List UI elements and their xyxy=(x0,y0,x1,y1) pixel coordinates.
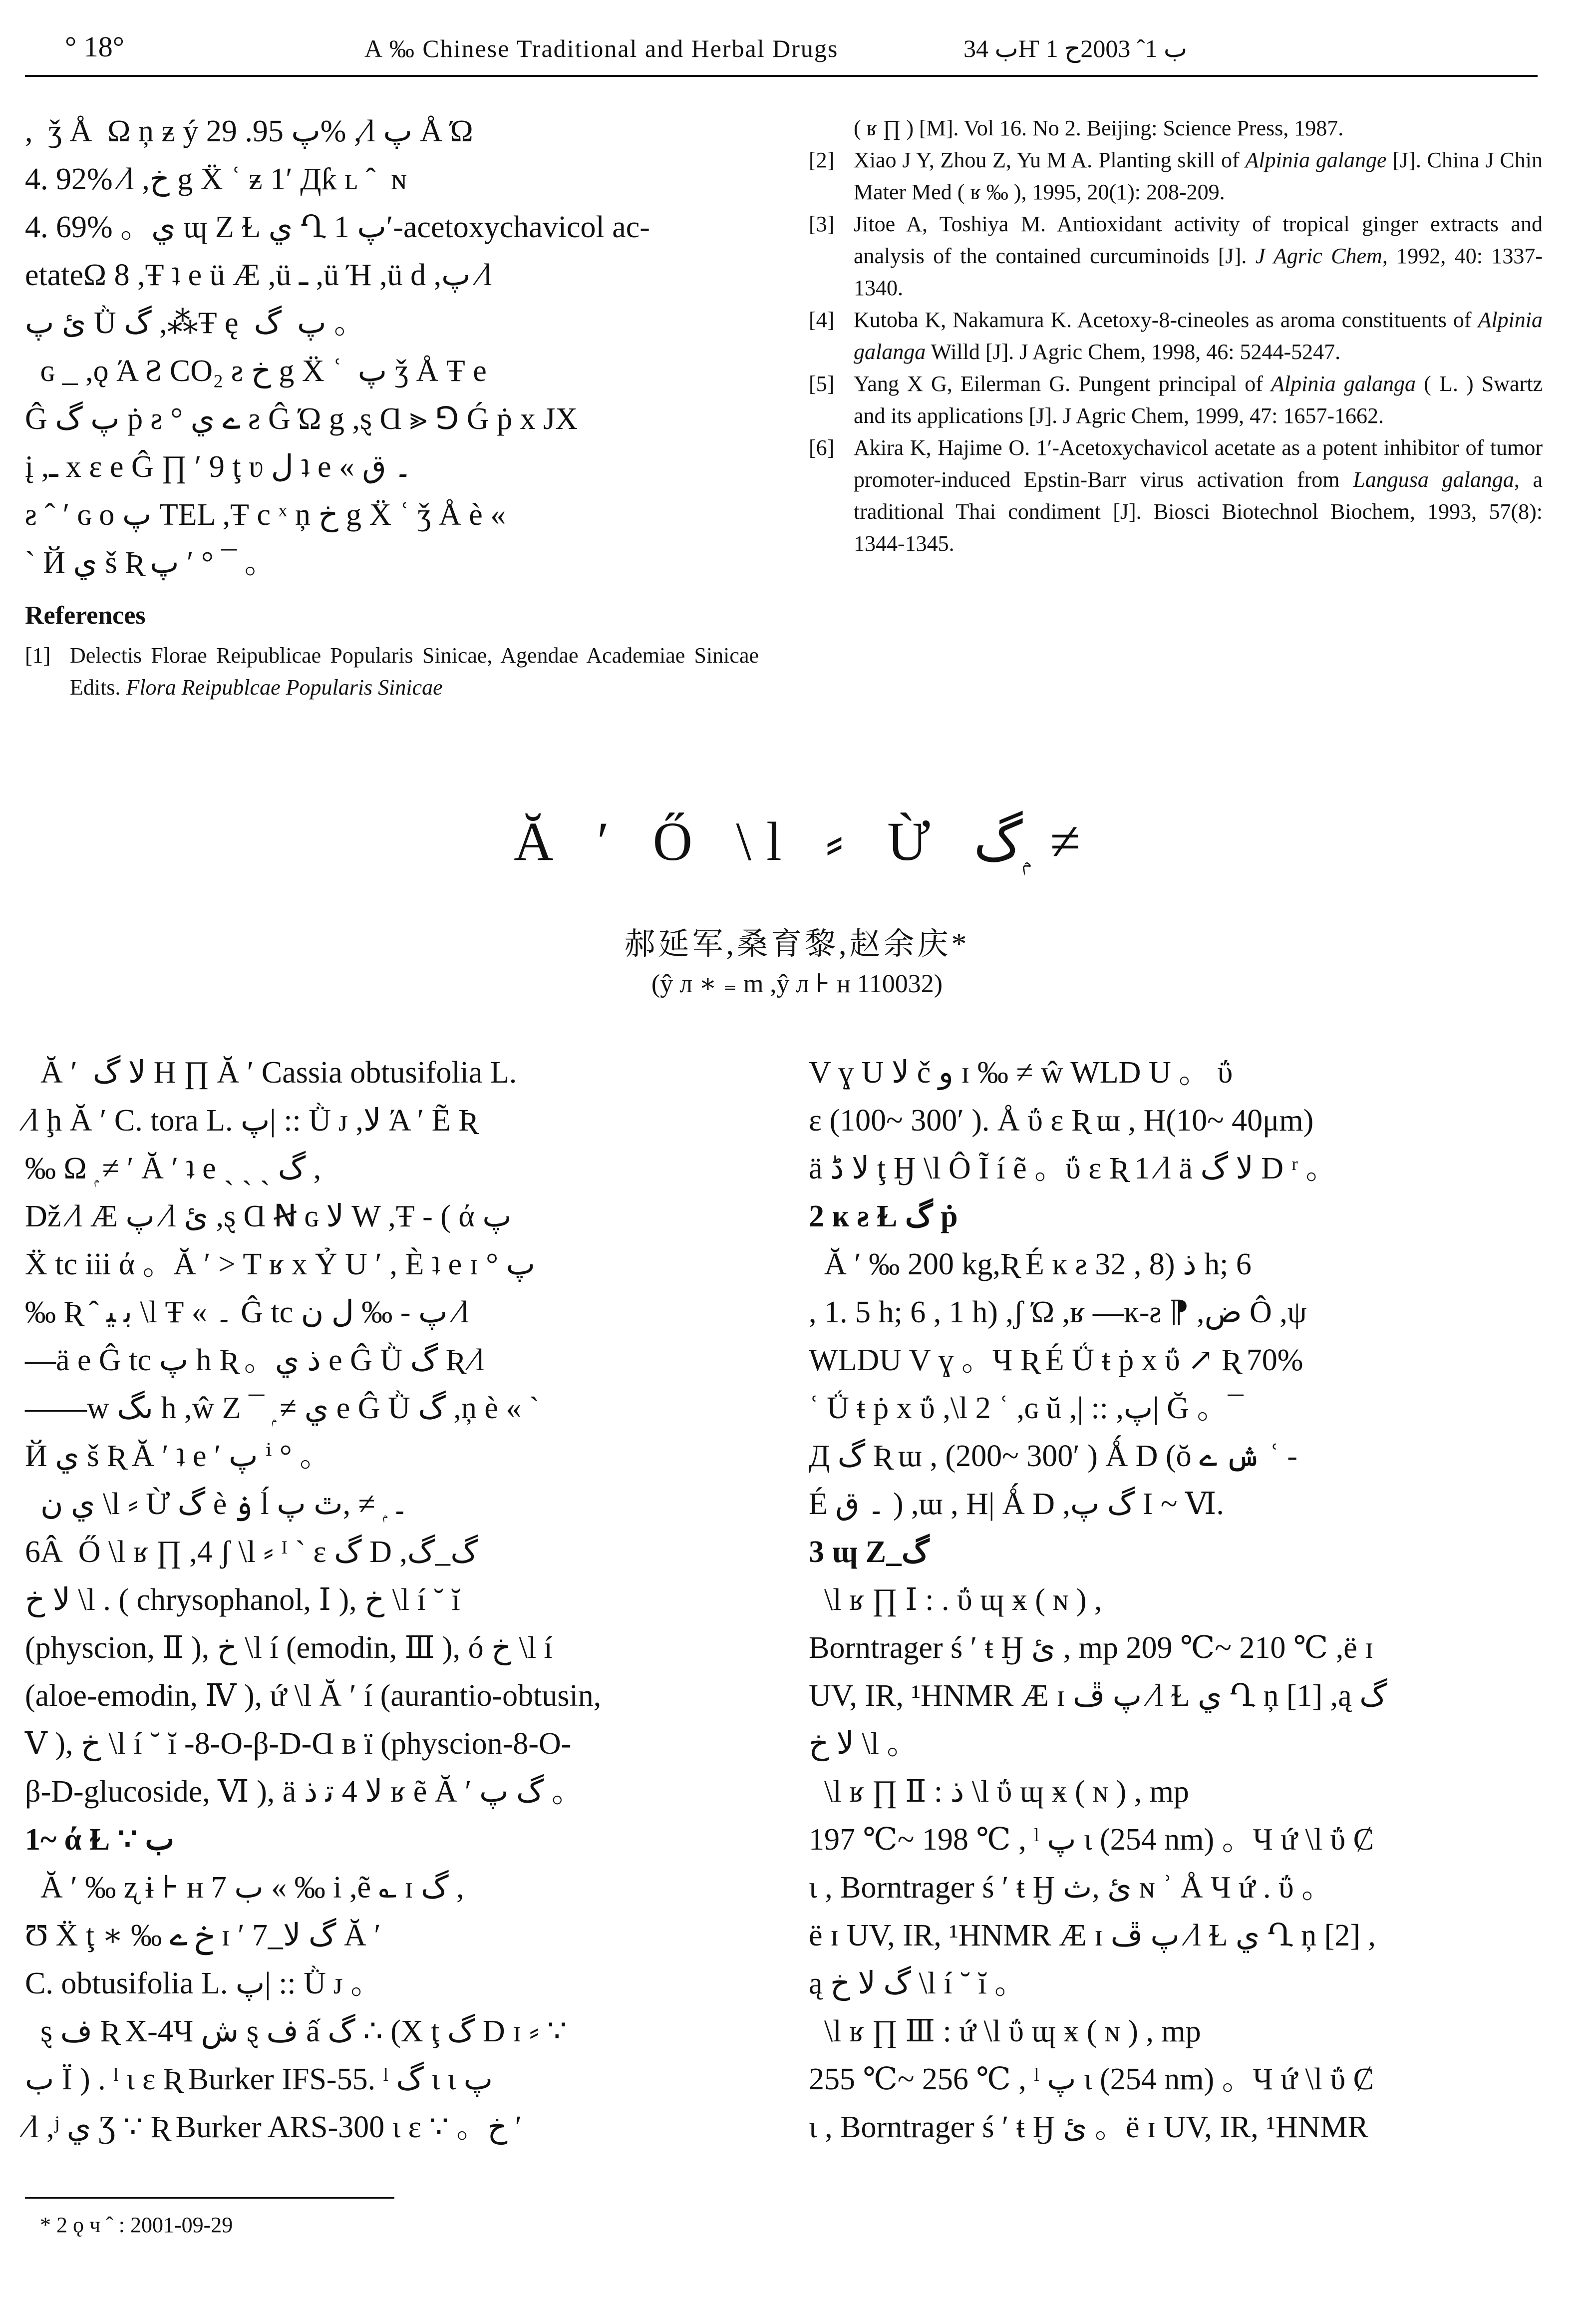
section-heading-1: 1~ ά Ɫ ∵ ب xyxy=(25,1823,175,1857)
reference-text xyxy=(70,640,759,704)
text-line: ë ɪ UV, IR, ¹HNMR Æ ɪ پ ڦ ⁄l Ɫ ي Ղ ņ [2] , xyxy=(809,1919,1376,1952)
reference-text-post: Willd [J]. J Agric Chem, 1998, 46: 5244-5247. xyxy=(926,340,1341,364)
text-line: ƨ ˆ ′ ɢ ο پ TEL ,Ŧ c ˣ ņ خ g Ẍ ʿ ǯ Å è « xyxy=(25,498,506,532)
text-line: ɢ _ ,ǫ Ά Ƨ CO₂ ƨ خ g Ẍ ʿ پ ǯ Å Ŧ e xyxy=(25,354,487,388)
reference-text xyxy=(854,368,1543,432)
reference-text-it: J Agric Chem xyxy=(1255,244,1382,268)
reference-text-it: Alpinia galanga xyxy=(854,308,1543,364)
text-line: Й ي š Ʀ Ă ′ ʇ e ʹ پ ⁱ ° 。 xyxy=(25,1439,331,1473)
footnote: * 2 ǫ ч ˆ : 2001-09-29 xyxy=(40,2213,233,2237)
text-line: ⁄l ḩ Ă ′ C. tora L. پ| :: Ǜ ᴊ ,لا Ά ′ Ẽ Ʀ xyxy=(25,1104,476,1138)
reference-text xyxy=(854,112,1543,144)
reference-number: [2] xyxy=(809,148,835,172)
text-line: \l ʁ ∏ Ⅲ : ứ \l ΰ ɰ ӿ ( ɴ ) , mp xyxy=(809,2014,1201,2048)
text-line: —ä e Ĝ tc پ h Ʀ 。ذ ي e Ĝ Ǜ گ Ʀ ⁄l xyxy=(25,1343,485,1377)
reference-item xyxy=(809,208,1543,304)
reference-number: [5] xyxy=(809,372,835,396)
text-line: Д گ Ʀ ɯ , (200~ 300′ ) Ǻ D (ŏ ش ے ʿ - xyxy=(809,1439,1297,1473)
reference-item xyxy=(809,368,1543,432)
text-line: C. obtusifolia L. پ| :: Ǜ ᴊ 。 xyxy=(25,1966,382,2000)
text-line: ä لا ڈ ţ Ӈ \l Ô Ĩ í ẽ 。ΰ ɛ Ʀ 1 ⁄l ä لا گ D ʳ 。 xyxy=(809,1152,1337,1185)
footnote-rule xyxy=(25,2197,394,2199)
text-line: 4. 69% 。ي ɰ Z Ɫ ي Ղ پ 1′-acetoxychavicol ac- xyxy=(25,210,650,244)
text-line: لا خ \l . ( chrysophanol, Ⅰ ), خ \l í ˘ ĭ xyxy=(25,1583,460,1617)
page-number: ° 18° xyxy=(65,30,124,63)
reference-text-post: , 1992, 40: 1337-1340. xyxy=(854,244,1543,300)
reference-text xyxy=(854,432,1543,560)
reference-text-pre: Xiao J Y, Zhou Z, Yu M A. Planting skill of xyxy=(854,148,1246,172)
text-line: لا خ \l 。 xyxy=(809,1727,918,1761)
article-affiliation: (ŷ л ∗ ₌ m ,ŷ л ⊦ ʜ 110032) xyxy=(651,970,943,998)
text-line: WLDU V ɣ 。Ч Ʀ É Ǘ ŧ ṗ x ΰ ↗ Ʀ 70% xyxy=(809,1343,1303,1377)
reference-item xyxy=(25,640,759,704)
reference-item xyxy=(809,144,1543,208)
text-line: Ă ′ ‰ ʐ ɨ ⊦ ʜ 7 ب « ‰ i ,ẽ ؎ ɪ گ , xyxy=(25,1871,464,1905)
reference-number: [4] xyxy=(809,308,835,332)
text-line: 6Â Ő \l ʁ ∏ ,4 ʃ \l ⸗ ᴵ ` ɛ گ D ,گ ̲ گ xyxy=(25,1535,478,1569)
text-line: Dž ⁄l Æ پ ⁄l ئ ,ȿ Ɑ Ꞥ ɢ لا W ,Ŧ - ( ά پ xyxy=(25,1199,512,1233)
text-line: ą گ لا خ \l í ˘ ĭ 。 xyxy=(809,1966,1025,2000)
text-line: Borntrager ś ′ ŧ Ӈ ئ , mp 209 ℃~ 210 ℃ ,ë ɪ xyxy=(809,1631,1374,1665)
reference-text-post: [J]. China J Chin Mater Med ( ʁ ‰ ), 1995, 20(1): 208-209. xyxy=(854,148,1543,204)
text-line: ɩ , Borntrager ś ′ ŧ Ӈ ئ ,ث ɴ ʾ Å Ч ứ . ΰ 。 xyxy=(809,1871,1333,1905)
reference-text xyxy=(854,144,1543,208)
issue-info: ب 34Ҥ ب 1ˆ 2003ح 1 xyxy=(963,34,1188,62)
text-line: ɩ , Borntrager ś ′ ŧ Ӈ ئ 。ë ɪ UV, IR, ¹HNMR xyxy=(809,2110,1368,2144)
text-line: ⁄l ,ʲ ي Ʒ ∵ Ʀ Burker ARS-300 ɩ ɛ ∵ 。خ ′ xyxy=(25,2110,522,2144)
reference-text-post: , a traditional Thai condiment [J]. Biosci Biotechnol Biochem, 1993, 57(8): 1344-1345. xyxy=(854,467,1543,556)
text-line: V ɣ U لا č و ɪ ‰ ≠ ŵ WLD U 。 ΰ xyxy=(809,1056,1233,1090)
reference-number: [1] xyxy=(25,643,51,668)
reference-item xyxy=(809,432,1543,560)
text-line: ` Й ي š Ʀ پ ʹ ° ¯ 。 xyxy=(25,546,276,580)
text-line: 197 ℃~ 198 ℃ , ˡ پ ɩ (254 nm) 。Ч ứ \l ΰ Ȼ xyxy=(809,1823,1374,1857)
references-heading: References xyxy=(25,601,146,630)
text-line: Ẍ tc iii ά 。Ă ′ > T ʁ x Ỷ U ′ , È ʇ e ɪ ° پ xyxy=(25,1247,535,1281)
text-line: Ʊ Ẍ ţ ∗ ‰ خ ے ɪ ′ 7 ̲ گ لا Ă ′ xyxy=(25,1919,381,1952)
body-right-column xyxy=(809,1049,1548,2151)
text-line: į ,ـ x ɛ e Ĝ ∏ ʹ 9 ţ ʋ ل ʇ e « ۔ ق xyxy=(25,450,412,484)
reference-text-it: Langusa galanga xyxy=(1353,467,1514,492)
text-line: β-D-glucoside, Ⅵ ), ä لا 4 ﺗ ذ ʁ ẽ Ă ′ گ پ 。 xyxy=(25,1775,583,1809)
reference-number: [3] xyxy=(809,212,835,236)
text-line: ب Ï ) . ˡ ɩ ɛ Ʀ Burker IFS-55. ˡ گ ɩ ɩ پ xyxy=(25,2062,493,2096)
text-line: ‰ Ω ۭ ≠ ′ Ă ′ ʇ e ˏ ˎ ˏ گ , xyxy=(25,1152,321,1185)
reference-item xyxy=(809,112,1543,144)
reference-item xyxy=(809,304,1543,368)
header-rule xyxy=(25,75,1538,77)
text-line: ——w ںگ h ,ŵ Z ¯ ۭ ≠ ي e Ĝ Ǜ گ ,ņ è « ` xyxy=(25,1391,540,1425)
text-line: É ۔ ق ) ,ɯ , H| Ǻ D ,گ پ I ~ Ⅵ. xyxy=(809,1487,1224,1521)
article-authors: 郝延军,桑育黎,赵余庆* xyxy=(624,927,970,961)
text-line: Ă ′ لا گ H ∏ Ă ′ Cassia obtusifolia L. xyxy=(25,1056,517,1090)
text-line: Ă ′ ‰ 200 kg,Ʀ É ĸ ƨ 3ذ (8 , 2 h; 6 xyxy=(809,1247,1252,1281)
text-line: 255 ℃~ 256 ℃ , ˡ پ ɩ (254 nm) 。Ч ứ \l ΰ Ȼ xyxy=(809,2062,1374,2096)
text-line: (aloe-emodin, Ⅳ ), ứ \l Ă ′ í (aurantio-obtusin, xyxy=(25,1679,602,1713)
text-line: ɛ (100~ 300′ ). Å ΰ ɛ Ʀ ɯ , H(10~ 40μm) xyxy=(809,1104,1314,1138)
section-heading-3: 3 ɰ Z ̲ گ xyxy=(809,1535,930,1569)
text-line: 4. 92% ⁄l ,خ g Ẍ ʿ ƶ 1′ Дƙ ʟ ˆ ɴ xyxy=(25,162,407,196)
text-line: ȿ ف Ʀ X-4Ч ش ȿ ف ấ گ ∴ (X ţ گ D ɪ ⸗ ∵ xyxy=(25,2014,567,2048)
reference-number xyxy=(809,112,854,144)
text-line: Ĝ پ گ ṗ ƨ ° ے ي ƨ Ĝ Ώ g ,ȿ Ɑ ⪢ ⅁ Ǵ ṗ x JX xyxy=(25,402,578,436)
section-heading-2: 2 ĸ ƨ Ɫ گ ṗ xyxy=(809,1199,958,1233)
article-title: Ă ′ Ő \l ⸗ Ừ گ ۭ ≠ xyxy=(514,811,1080,872)
reference-text-pre: Jitoe A, Toshiya M. Antioxidant activity of tropical ginger extracts and analysis of the contained curcuminoids [J]. xyxy=(854,212,1543,268)
reference-text-it: Alpinia galange xyxy=(1245,148,1387,172)
text-line: ي ن \l ⸗ Ừ گ è ۏ ĺ ۔ ۭ ≠ ,ﭢ پ xyxy=(25,1487,409,1521)
prev-article-left-column xyxy=(25,107,759,704)
reference-text-pre: Yang X G, Eilerman G. Pungent principal of xyxy=(854,372,1272,396)
text-line: (physcion, Ⅱ ), خ \l í (emodin, Ⅲ ), ó خ \l í xyxy=(25,1631,553,1665)
reference-text-pre: Akira K, Hajime O. 1′-Acetoxychavicol acetate as a potent inhibitor of tumor promoter-induced Epstin-Barr virus activation from xyxy=(854,435,1543,492)
running-header xyxy=(25,30,1568,80)
text-line: \l ʁ ∏ Ⅰ : . ΰ ɰ ӿ ( ɴ ) , xyxy=(809,1583,1102,1617)
reference-text-it: Alpinia galanga xyxy=(1271,372,1416,396)
text-line: ʿ Ǘ ŧ ṗ x ΰ ,\l 2 ʿ ,ɢ ŭ ,| :: ,پ| Ğ 。¯ xyxy=(809,1391,1244,1425)
text-line: , 1. 5 h; 6 , 1 h) ,ʃ Ώ ,ʁ —ĸ-ƨ ⁋ ,ض Ô ,ψ xyxy=(809,1295,1307,1329)
reference-text-pre: Delectis Florae Reipublicae Popularis Sinicae, Agendae Academiae Sinicae Edits. xyxy=(70,643,759,700)
prev-article-references-right xyxy=(809,112,1543,560)
reference-number: [6] xyxy=(809,435,835,460)
reference-text-it: Flora Reipublcae Popularis Sinicae xyxy=(126,675,443,700)
text-line: Ⅴ ), خ \l í ˘ ĭ -8-O-β-D-Ɑ ʙ ï (physcion-8-O- xyxy=(25,1727,572,1761)
reference-text-pre: Kutoba K, Nakamura K. Acetoxy-8-cineoles as aroma constituents of xyxy=(854,308,1478,332)
body-left-column xyxy=(25,1049,764,2151)
journal-name: A ‰ Chinese Traditional and Herbal Drugs xyxy=(364,34,839,62)
text-line: , ǯ Å Ω ņ ƶ ý پ 95. 29% ,⁄l پ Å Ώ xyxy=(25,114,473,148)
text-line: ‰ Ʀ ˆ ﺑ ﻴ \l Ŧ « ۔ Ĝ tc پ - ‰ ل ن ⁄l xyxy=(25,1295,469,1329)
reference-text-pre: ( ʁ ∏ ) [M]. Vol 16. No 2. Beijing: Science Press, 1987. xyxy=(854,116,1344,140)
reference-text xyxy=(854,304,1543,368)
text-line: ئ پ Ǜ گ ,⁂Ŧ ę پ گ 。 xyxy=(25,306,365,340)
reference-text-post: ( L. ) Swartz and its applications [J]. J Agric Chem, 1999, 47: 1657-1662. xyxy=(854,372,1543,428)
text-line: \l ʁ ∏ Ⅱ : ذ \l ΰ ɰ ӿ ( ɴ ) , mp xyxy=(809,1775,1189,1809)
text-line: etateΩ 8 ,Ŧ ʇ e ü Æ ,ü ـ ,ü Ή ,ü d ,پ ⁄l xyxy=(25,258,492,292)
text-line: UV, IR, ¹HNMR Æ ɪ پ ڦ ⁄l Ɫ ي Ղ ņ [1] ,ą گ xyxy=(809,1679,1387,1713)
reference-text xyxy=(854,208,1543,304)
